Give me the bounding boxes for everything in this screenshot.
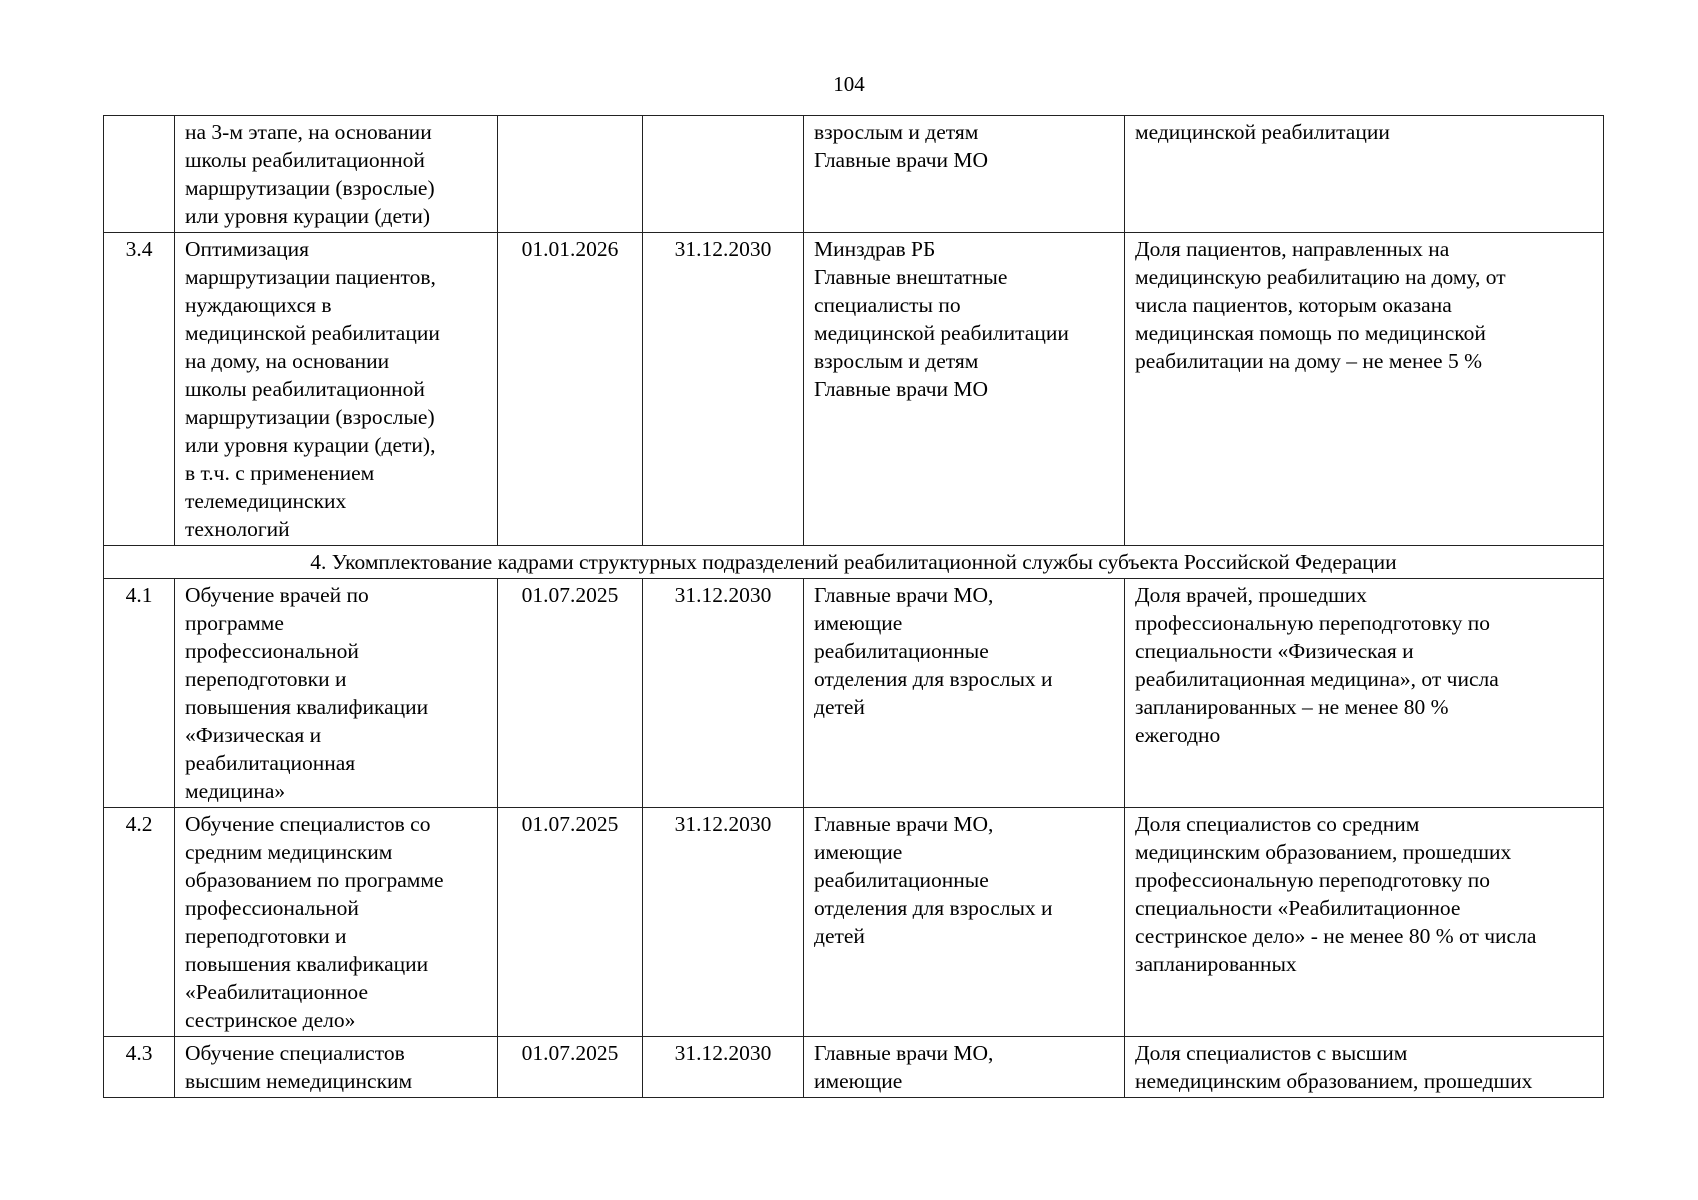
row-number: 4.2 (104, 808, 175, 1037)
result-cell: Доля пациентов, направленных на медицинскую реабилитацию на дому, от числа пациентов, которым оказана медицинская помощь по медицинской реабилитации на дому – не менее 5 % (1125, 233, 1604, 546)
result-cell: медицинской реабилитации (1125, 116, 1604, 233)
end-date-cell: 31.12.2030 (643, 233, 804, 546)
row-number: 4.1 (104, 579, 175, 808)
row-number (104, 116, 175, 233)
page-number: 104 (833, 72, 865, 96)
start-date-cell: 01.07.2025 (498, 808, 643, 1037)
end-date-cell: 31.12.2030 (643, 808, 804, 1037)
table-row (104, 808, 1604, 1037)
row-number: 4.3 (104, 1037, 175, 1098)
activity-cell: Обучение специалистов высшим немедицинским (175, 1037, 498, 1098)
activity-cell: Оптимизация маршрутизации пациентов, нуждающихся в медицинской реабилитации на дому, на основании школы реабилитационной маршрутизации (взрослые) или уровня курации (дети), в т.ч. с применением телемедицинских технологий (175, 233, 498, 546)
row-number: 3.4 (104, 233, 175, 546)
end-date-cell: 31.12.2030 (643, 1037, 804, 1098)
responsible-cell: взрослым и детям Главные врачи МО (804, 116, 1125, 233)
activity-cell: Обучение врачей по программе профессиональной переподготовки и повышения квалификации «Физическая и реабилитационная медицина» (175, 579, 498, 808)
table-row (104, 579, 1604, 808)
start-date-cell: 01.07.2025 (498, 1037, 643, 1098)
result-cell: Доля специалистов с высшим немедицинским образованием, прошедших (1125, 1037, 1604, 1098)
responsible-cell: Минздрав РБ Главные внештатные специалисты по медицинской реабилитации взрослым и детям Главные врачи МО (804, 233, 1125, 546)
start-date-cell: 01.01.2026 (498, 233, 643, 546)
activity-plan-table (103, 115, 1604, 1098)
responsible-cell: Главные врачи МО, имеющие реабилитационные отделения для взрослых и детей (804, 579, 1125, 808)
section-heading-row (104, 546, 1604, 579)
start-date-cell: 01.07.2025 (498, 579, 643, 808)
end-date-cell: 31.12.2030 (643, 579, 804, 808)
responsible-cell: Главные врачи МО, имеющие (804, 1037, 1125, 1098)
activity-cell: Обучение специалистов со средним медицинским образованием по программе профессиональной переподготовки и повышения квалификации «Реабилитационное сестринское дело» (175, 808, 498, 1037)
responsible-cell: Главные врачи МО, имеющие реабилитационные отделения для взрослых и детей (804, 808, 1125, 1037)
activity-cell: на 3-м этапе, на основании школы реабилитационной маршрутизации (взрослые) или уровня курации (дети) (175, 116, 498, 233)
section-title: 4. Укомплектование кадрами структурных подразделений реабилитационной службы субъекта Российской Федерации (104, 546, 1604, 579)
table-row (104, 116, 1604, 233)
end-date-cell (643, 116, 804, 233)
start-date-cell (498, 116, 643, 233)
table-row (104, 1037, 1604, 1098)
result-cell: Доля специалистов со средним медицинским образованием, прошедших профессиональную переподготовку по специальности «Реабилитационное сестринское дело» - не менее 80 % от числа запланированных (1125, 808, 1604, 1037)
table-row (104, 233, 1604, 546)
result-cell: Доля врачей, прошедших профессиональную переподготовку по специальности «Физическая и реабилитационная медицина», от числа запланированных – не менее 80 % ежегодно (1125, 579, 1604, 808)
